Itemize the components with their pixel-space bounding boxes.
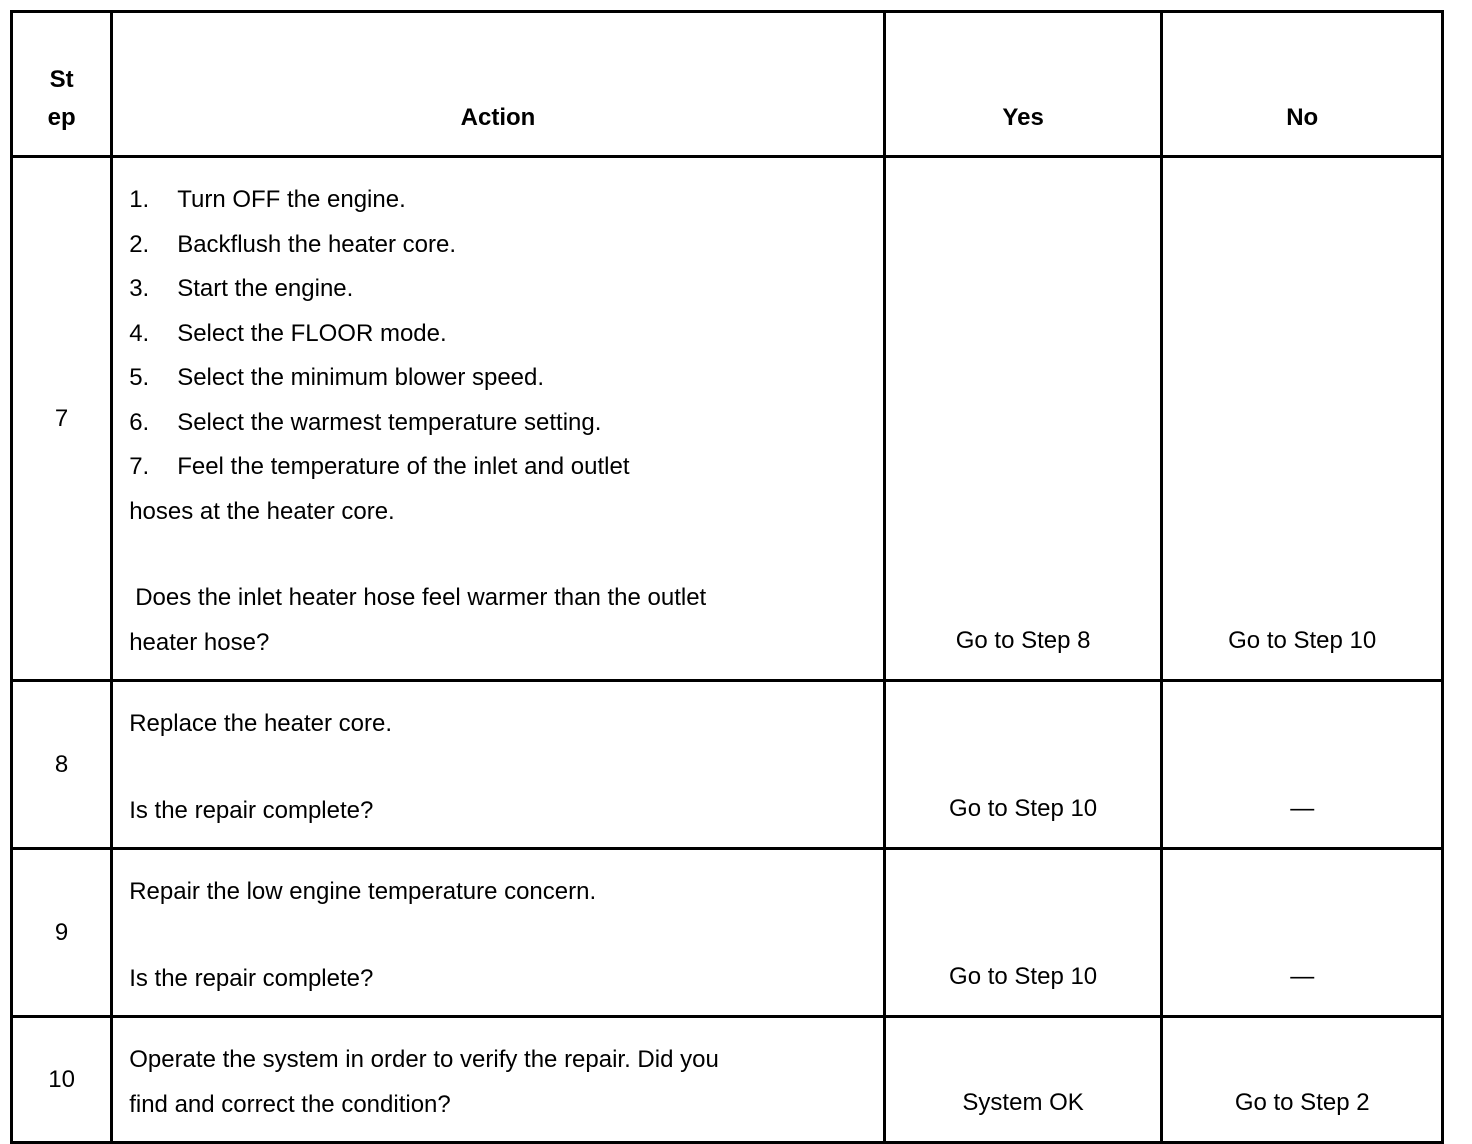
instruction-number: 2.: [129, 230, 150, 258]
table-row-step-9: [12, 849, 1443, 1017]
instruction-continuation: hoses at the heater core.: [129, 497, 395, 525]
spacer: [129, 534, 867, 576]
no-result: —: [1162, 681, 1443, 849]
instruction-item: [129, 445, 867, 490]
no-result: —: [1162, 849, 1443, 1017]
header-action-label: Action: [460, 104, 536, 131]
action-cell: [112, 1017, 885, 1143]
action-text: Replace the heater core.: [129, 710, 393, 737]
instruction-text: Backflush the heater core.: [177, 230, 457, 258]
yes-result: Go to Step 8: [884, 157, 1162, 681]
instruction-number: 4.: [129, 319, 150, 347]
instruction-item: [129, 178, 867, 223]
instruction-text: Select the FLOOR mode.: [177, 319, 447, 347]
step-number: 8: [12, 681, 112, 849]
instruction-number: 5.: [129, 364, 150, 391]
header-yes: [884, 12, 1162, 157]
instruction-item: [129, 267, 867, 312]
instruction-number: 6.: [129, 408, 150, 436]
table-row-step-8: [12, 681, 1443, 849]
header-no-label: No: [1286, 104, 1319, 131]
action-cell: [112, 681, 885, 849]
no-result: Go to Step 10: [1162, 157, 1443, 681]
step-number: 7: [12, 157, 112, 681]
table-header-row: [12, 12, 1443, 157]
action-text: Repair the low engine temperature concern.: [129, 878, 597, 905]
instruction-number: 1.: [129, 186, 150, 213]
step-number: 10: [12, 1017, 112, 1143]
header-no: [1162, 12, 1443, 157]
instruction-item: [129, 312, 867, 357]
action-cell: [112, 157, 885, 681]
question-text-line1: Does the inlet heater hose feel warmer than the outlet: [135, 584, 707, 611]
header-step-label: St ep: [47, 66, 76, 131]
instruction-list: [129, 178, 867, 490]
instruction-number: 7.: [129, 453, 150, 480]
instruction-text: Start the engine.: [177, 275, 354, 302]
instruction-text: Select the warmest temperature setting.: [177, 408, 602, 436]
instruction-text: Turn OFF the engine.: [177, 186, 406, 213]
header-yes-label: Yes: [1002, 104, 1044, 131]
header-step: [12, 12, 112, 157]
yes-result: Go to Step 10: [884, 849, 1162, 1017]
question-text-line2: heater hose?: [129, 628, 270, 656]
action-text-line2: find and correct the condition?: [129, 1090, 451, 1118]
yes-result: System OK: [884, 1017, 1162, 1143]
diagnostic-table: [10, 10, 1444, 1144]
instruction-item: [129, 223, 867, 268]
question-text: Is the repair complete?: [129, 796, 374, 824]
instruction-text: Feel the temperature of the inlet and outlet: [177, 453, 630, 480]
table-row-step-7: [12, 157, 1443, 681]
table-row-step-10: [12, 1017, 1443, 1143]
yes-result: Go to Step 10: [884, 681, 1162, 849]
question-text: Is the repair complete?: [129, 964, 374, 992]
header-action: [112, 12, 885, 157]
instruction-item: [129, 401, 867, 446]
instruction-item: [129, 356, 867, 401]
instruction-number: 3.: [129, 275, 150, 302]
action-cell: [112, 849, 885, 1017]
no-result: Go to Step 2: [1162, 1017, 1443, 1143]
step-number: 9: [12, 849, 112, 1017]
action-text-line1: Operate the system in order to verify the repair. Did you: [129, 1046, 719, 1073]
instruction-text: Select the minimum blower speed.: [177, 364, 545, 391]
